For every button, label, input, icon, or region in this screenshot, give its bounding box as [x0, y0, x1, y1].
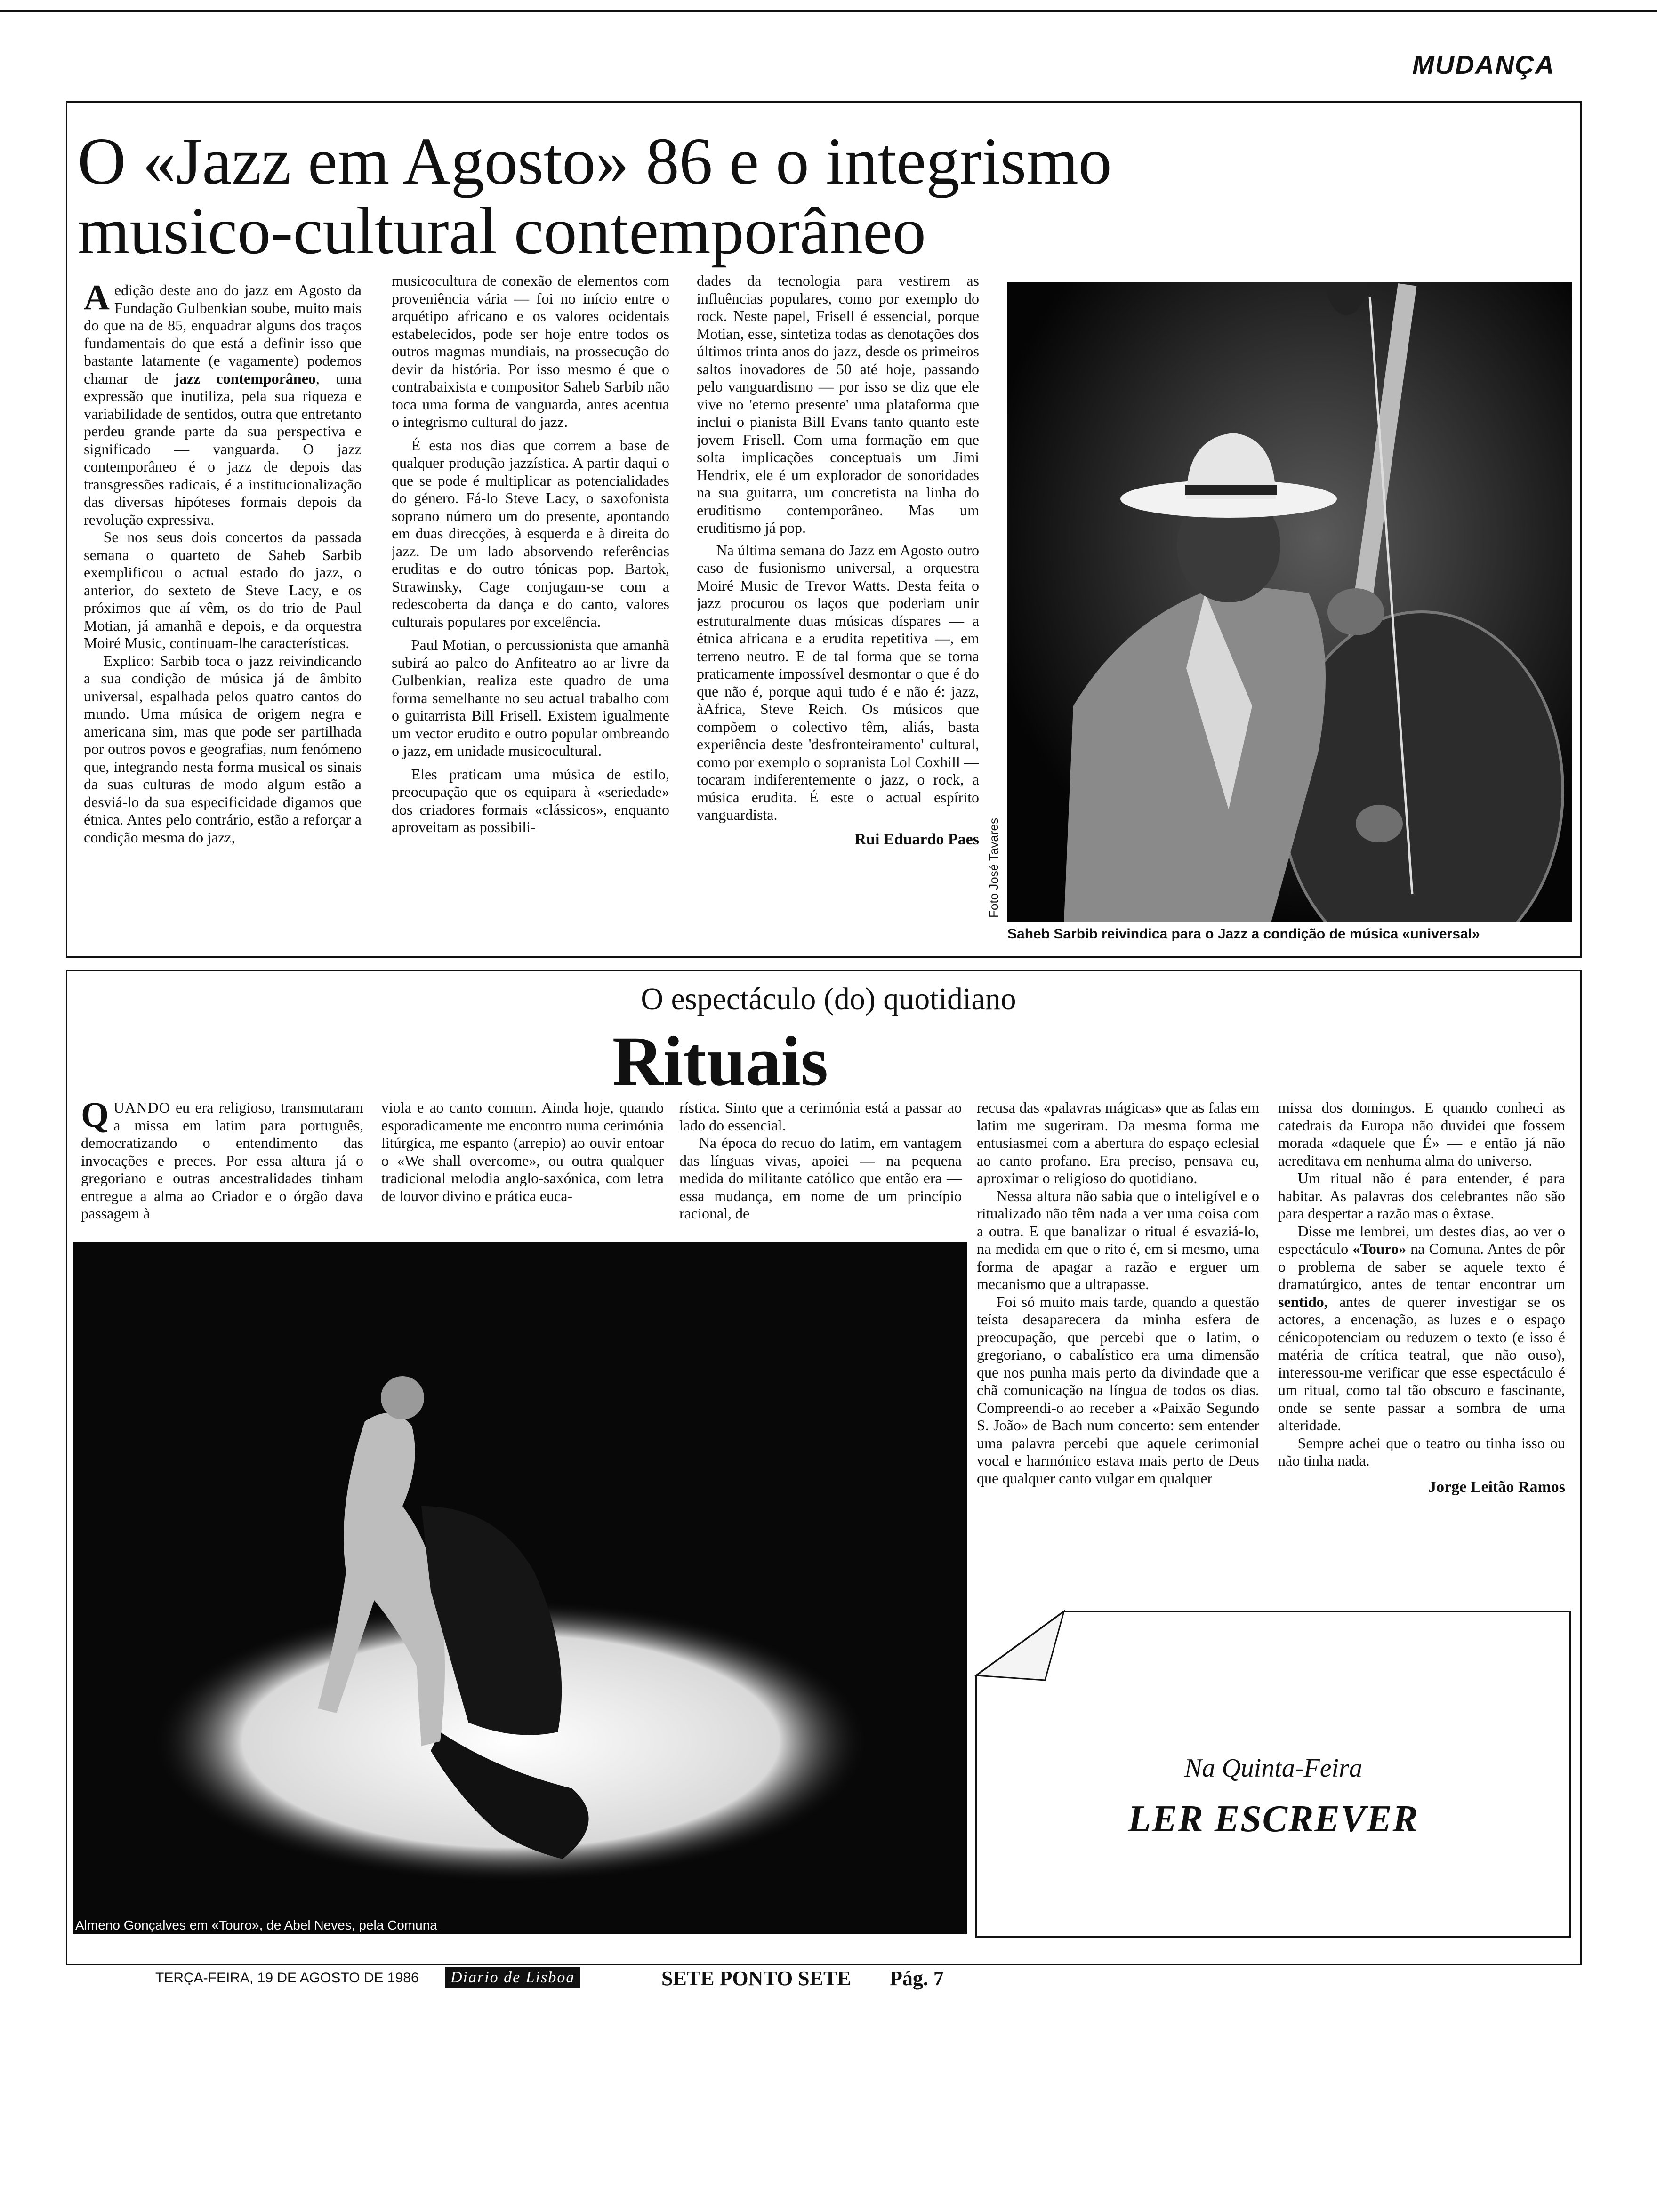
jazz-paragraph: Se nos seus dois concertos da passada semana o quarteto de Saheb Sarbib exemplificou o actual estado do jazz, o anterior, do sexteto de Steve Lacy, e os próximos que aí vêm, os do trio de Paul Motian, já amanhã e depois, e da orquestra Moiré Music, continuam-lhe características. [84, 529, 362, 651]
jazz-paragraph: dades da tecnologia para vestirem as influências populares, como por exemplo do rock. Neste papel, Frisell é essencial, porque Motian, esse, sintetiza todas as denotações dos últimos trinta anos do jazz, desde os primeiros saltos inovadores de 50 até hoje, passando pelo vanguardismo — por isso se diz que ele vive no 'eterno presente' uma plataforma que inclui o pianista Bill Evans tanto quanto este jovem Frisell. Com uma formação em que solta implicações conceptuais um Jimi Hendrix, ele é um explorador de sonoridades na sua guitarra, um concretista na linha do eruditismo contemporâneo. Mas um eruditismo já pop. [697, 272, 979, 536]
footer-supplement: SETE PONTO SETE [661, 1967, 851, 1990]
rituais-paragraph: missa dos domingos. E quando conheci as catedrais da Europa não duvidei que fossem morada «daquele que É» — e então já não acreditava em nenhuma alma do universo. [1278, 1099, 1565, 1169]
promo-line1: Na Quinta-Feira [1184, 1754, 1362, 1783]
jazz-column-1 [84, 281, 362, 943]
jazz-headline-line1: O «Jazz em Agosto» 86 e o integrismo [78, 124, 1112, 198]
touro-stage-illustration [73, 1242, 967, 1934]
promo-line2: LER ESCREVER [1128, 1798, 1419, 1840]
rituais-paragraph: QUANDO eu era religioso, transmutaram a missa em latim para português, democratizando o entendimento das invocações e preces. Por essa altura já o gregoriano e outras ancestralidades tinham entregue a alma ao Criador e o órgão dava passagem à [81, 1099, 363, 1222]
jazz-column-2 [392, 272, 669, 943]
jazz-byline: Rui Eduardo Paes [854, 830, 979, 848]
rituais-paragraph: Sempre achei que o teatro ou tinha isso ou não tinha nada. [1278, 1434, 1565, 1469]
jazz-paragraph: É esta nos dias que correm a base de qualquer produção jazzística. A partir daqui o que se pode é multiplicar as potencialidades do género. Fá-lo Steve Lacy, o saxofonista soprano número um do presente, apontando em duas direcções, à esquerda e à direita do jazz. De um lado absorvendo referências eruditas e do outro tónicas pop. Bartok, Strawinsky, Cage conjugam-se com a redescoberta da dança e do canto, valores culturais populares por excelência. [392, 436, 669, 630]
rituais-paragraph: viola e ao canto comum. Ainda hoje, quando esporadicamente me encontro numa cerimónia litúrgica, me espanto (arrepio) ao ouvir entoar o «We shall overcome», ou outra qualquer tradicional melodia anglo-saxónica, com letra de louvor divino e prática euca- [381, 1099, 664, 1204]
rituais-dropcap: Q [81, 1099, 109, 1135]
promo-box [974, 1610, 1572, 1939]
rituais-kicker: O espectáculo (do) quotidiano [641, 982, 1016, 1016]
jazz-photo-caption: Saheb Sarbib reivindica para o Jazz a condição de música «universal» [1007, 926, 1480, 942]
top-rule [0, 10, 1657, 12]
rituais-paragraph: rística. Sinto que a cerimónia está a passar ao lado do essencial. [679, 1099, 962, 1134]
rituais-headline: Rituais [612, 1022, 828, 1100]
rituais-column-4 [977, 1099, 1259, 1595]
footer-masthead [445, 1967, 580, 1988]
rituais-paragraph: Foi só muito mais tarde, quando a questão teísta desaparecera da minha esfera de preocupação, que percebi que o latim, o gregoriano, o cabalístico era uma dimensão que nos punha mais perto da divindade que a chã comunicação na língua de todos os dias. Compreendi-o ao receber a «Paixão Segundo S. João» de Bach num concerto: sem entender uma palavra percebi que aquele cerimonial vocal e harmónico estava mais perto de Deus que qualquer canto vulgar em qualquer [977, 1293, 1259, 1487]
rituais-byline: Jorge Leitão Ramos [1428, 1478, 1565, 1496]
footer-paper-name: Diario de Lisboa [450, 1969, 575, 1986]
rituais-paragraph: Disse me lembrei, um destes dias, ao ver o espectáculo «Touro» na Comuna. Antes de pôr o problema de saber se aquele texto é dramatúrgico, antes de tentar encontrar um sentido, antes de querer investigar se os actores, a encenação, as luzes e o espaço cénicopotenciam ou reduzem o texto (e isso é matéria de crítica teatral, que não ouso), interessou-me verificar que esse espectáculo é um ritual, como tal tão obscuro e fascinante, onde se sente passar a sombra de uma alteridade. [1278, 1222, 1565, 1434]
rituais-paragraph: recusa das «palavras mágicas» que as falas em latim me sugeriram. Da mesma forma me entusiasmei com a abertura do espaço eclesial ao canto profano. Era preciso, pensava eu, aproximar o religioso do quotidiano. [977, 1099, 1259, 1186]
jazz-dropcap: A [84, 281, 110, 317]
section-label: MUDANÇA [1412, 50, 1555, 80]
jazz-photo [1007, 282, 1572, 922]
rituais-paragraph: Na época do recuo do latim, em vantagem das línguas vivas, apoiei — na pequena medida do militante católico que então era — essa mudança, em nome de um princípio racional, de [679, 1134, 962, 1222]
jazz-paragraph: musicocultura de conexão de elementos com proveniência vária — foi no início entre o arquétipo africano e os valores ocidentais estabelecidos, pode ser hoje entre todos os outros magmas mundiais, na prossecução do devir da história. Por isso mesmo é que o contrabaixista e compositor Saheb Sarbib não toca uma forma de vanguarda, antes acentua o integrismo cultural do jazz. [392, 272, 669, 430]
jazz-column-3 [697, 272, 979, 943]
rituais-column-2 [381, 1099, 664, 1240]
rituais-column-5 [1278, 1099, 1565, 1598]
footer-date: TERÇA-FEIRA, 19 DE AGOSTO DE 1986 [155, 1970, 419, 1986]
touro-photo-caption: Almeno Gonçalves em «Touro», de Abel Neves, pela Comuna [75, 1918, 437, 1932]
jazz-headline [78, 124, 1112, 268]
jazz-paragraph: Explico: Sarbib toca o jazz reivindicando a sua condição de música já de âmbito universal, espalhada pelos quatro cantos do mundo. Uma música de origem negra e americana sim, mas que pode ser partilhada por outros povos e geografias, num fenómeno que, integrando nesta forma musical os sinais da suas culturas de modo algum estão a desviá-lo da sua especificidade digamos que étnica. Antes pelo contrário, estão a reforçar a condição mesma do jazz, [84, 652, 362, 846]
rituais-paragraph: Nessa altura não sabia que o inteligível e o ritualizado não têm nada a ver uma coisa com a outra. E que banalizar o ritual é esvaziá-lo, na medida em que o rito é, em si mesmo, uma forma de apagar a razão e erguer um mecanismo que a ultrapasse. [977, 1187, 1259, 1292]
jazz-paragraph: Paul Motian, o percussionista que amanhã subirá ao palco do Anfiteatro ao ar livre da Gulbenkian, realiza este quadro de uma forma semelhante no seu actual trabalho com o guitarrista Bill Frisell. Existem igualmente um vector erudito e outro popular ombreando o jazz, em unidade musicocultural. [392, 636, 669, 759]
jazz-paragraph: Aedição deste ano do jazz em Agosto da Fundação Gulbenkian soube, muito mais do que na de 85, enquadrar alguns dos traços fundamentais do que está a definir isso que bastante latamente (e vagamente) podemos chamar de jazz contemporâneo, uma expressão que inutiliza, pela sua riqueza e variabilidade de sentidos, outra que entretanto perdeu grande parte da sua perspectiva e significado — vanguarda. O jazz contemporâneo é o jazz de depois das transgressões radicais, é a institucionalização das diversas hipóteses formais depois da revolução expressiva. [84, 281, 362, 528]
rituais-column-1 [81, 1099, 363, 1240]
touro-photo [73, 1242, 967, 1934]
rituais-paragraph: Um ritual não é para entender, é para habitar. As palavras dos celebrantes não são para despertar a razão mas o êxtase. [1278, 1170, 1565, 1222]
bassist-illustration [1007, 282, 1572, 922]
jazz-photo-credit: Foto José Tavares [987, 818, 1001, 918]
jazz-paragraph: Eles praticam uma música de estilo, preocupação que os equipara à «seriedade» dos criadores formais «clássicos», enquanto aproveitam as possibili- [392, 765, 669, 835]
footer-page-number: Pág. 7 [890, 1967, 944, 1990]
jazz-paragraph: Na última semana do Jazz em Agosto outro caso de fusionismo universal, a orquestra Moiré Music de Trevor Watts. Desta feita o jazz procurou os laços que poderiam unir estruturalmente duas músicas díspares — a étnica africana e a erudita repetitiva —, em terreno neutro. E de tal forma que se torna praticamente impossível desmontar o que é do que não é, porque aqui tudo é e não é: jazz, àAfrica, Steve Reich. Os músicos que compõem o colectivo têm, aliás, basta experiência deste 'desfronteiramento' cultural, como por exemplo o sopranista Lol Coxhill — tocaram indiferentemente o jazz, o rock, a música erudita. É este o actual espírito vanguardista. [697, 541, 979, 823]
jazz-headline-line2: musico-cultural contemporâneo [78, 193, 926, 268]
rituais-column-3 [679, 1099, 962, 1240]
